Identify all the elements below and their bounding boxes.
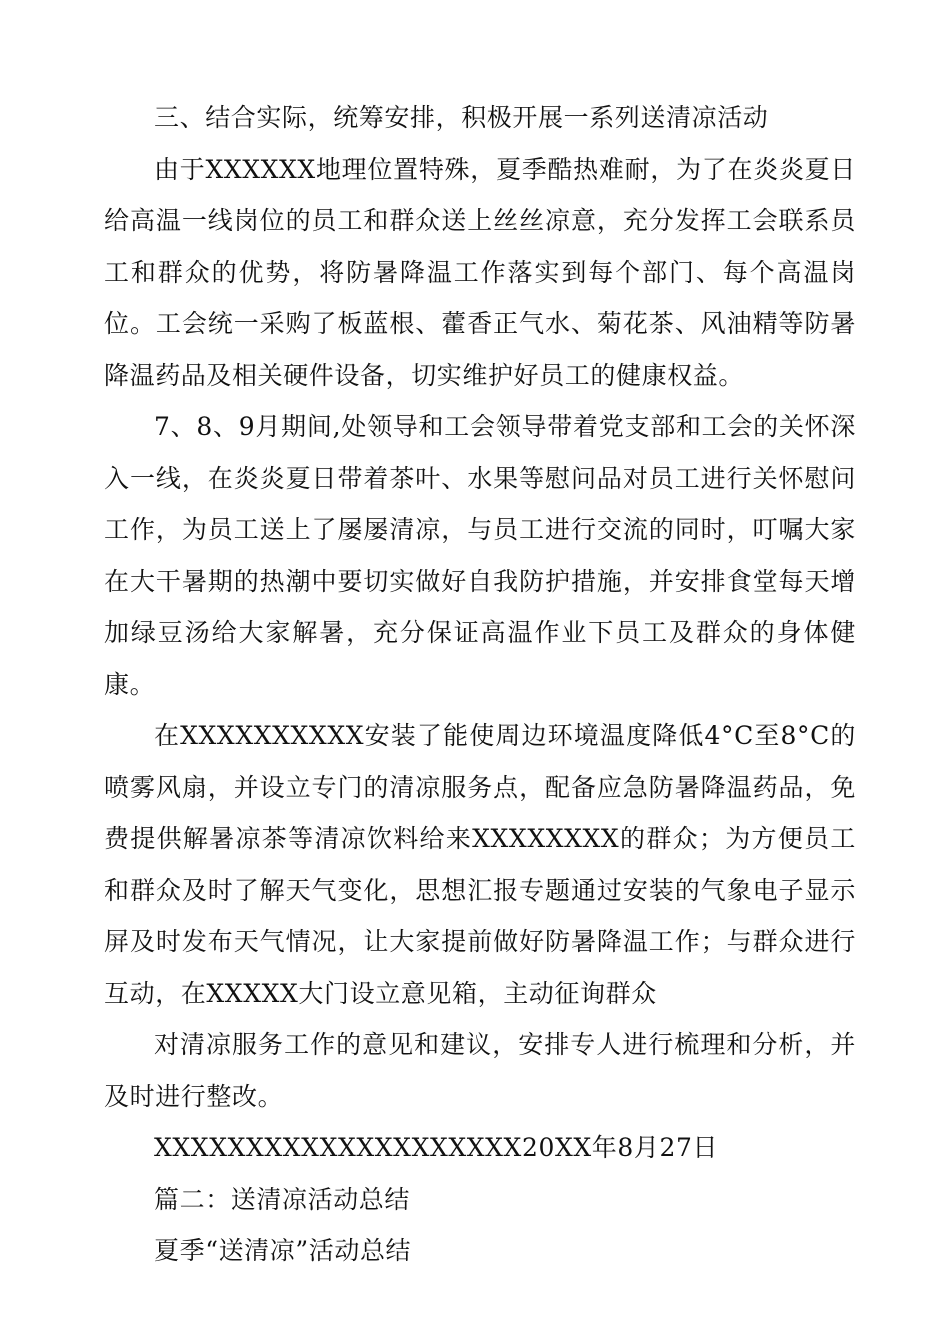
date-line: XXXXXXXXXXXXXXXXXXXX20XX年8月27日 <box>154 1133 719 1162</box>
paragraph-background: 由于XXXXXX地理位置特殊，夏季酷热难耐，为了在炎炎夏日给高温一线岗位的员工和群众送上丝丝凉意，充分发挥工会联系员工和群众的优势，将防暑降温工作落实到每个部门、每个高温岗位。工会统一采购了板蓝根、藿香正气水、菊花茶、风油精等防暑降温药品及相关硬件设备，切实维护好员工的健康权益。 <box>104 154 856 390</box>
part-two-heading: 篇二：送清凉活动总结 <box>154 1184 411 1214</box>
summary-title: 夏季“送清凉”活动总结 <box>154 1236 412 1265</box>
paragraph-cooling-facilities: 在XXXXXXXXXX安装了能使周边环境温度降低4°C至8°C的喷雾风扇，并设立专门的清凉服务点，配备应急防暑降温药品，免费提供解暑凉茶等清凉饮料给来XXXXXXXX的群众；为方便员工和群众及时了解天气变化，思想汇报专题通过安装的气象电子显示屏及时发布天气情况，让大家提前做好防暑降温工作；与群众进行互动，在XXXXX大门设立意见箱，主动征询群众 <box>104 721 856 1008</box>
paragraph-feedback: 对清凉服务工作的意见和建议，安排专人进行梳理和分析，并及时进行整改。 <box>104 1030 856 1111</box>
section-heading: 三、结合实际，统筹安排，积极开展一系列送清凉活动 <box>154 103 769 132</box>
document-body <box>104 92 856 1277</box>
paragraph-visits: 7、8、9月期间,处领导和工会领导带着党支部和工会的关怀深入一线，在炎炎夏日带着茶叶、水果等慰问品对员工进行关怀慰问工作，为员工送上了屡屡清凉，与员工进行交流的同时，叮嘱大家在大干暑期的热潮中要切实做好自我防护措施，并安排食堂每天增加绿豆汤给大家解暑，充分保证高温作业下员工及群众的身体健康。 <box>104 412 856 699</box>
